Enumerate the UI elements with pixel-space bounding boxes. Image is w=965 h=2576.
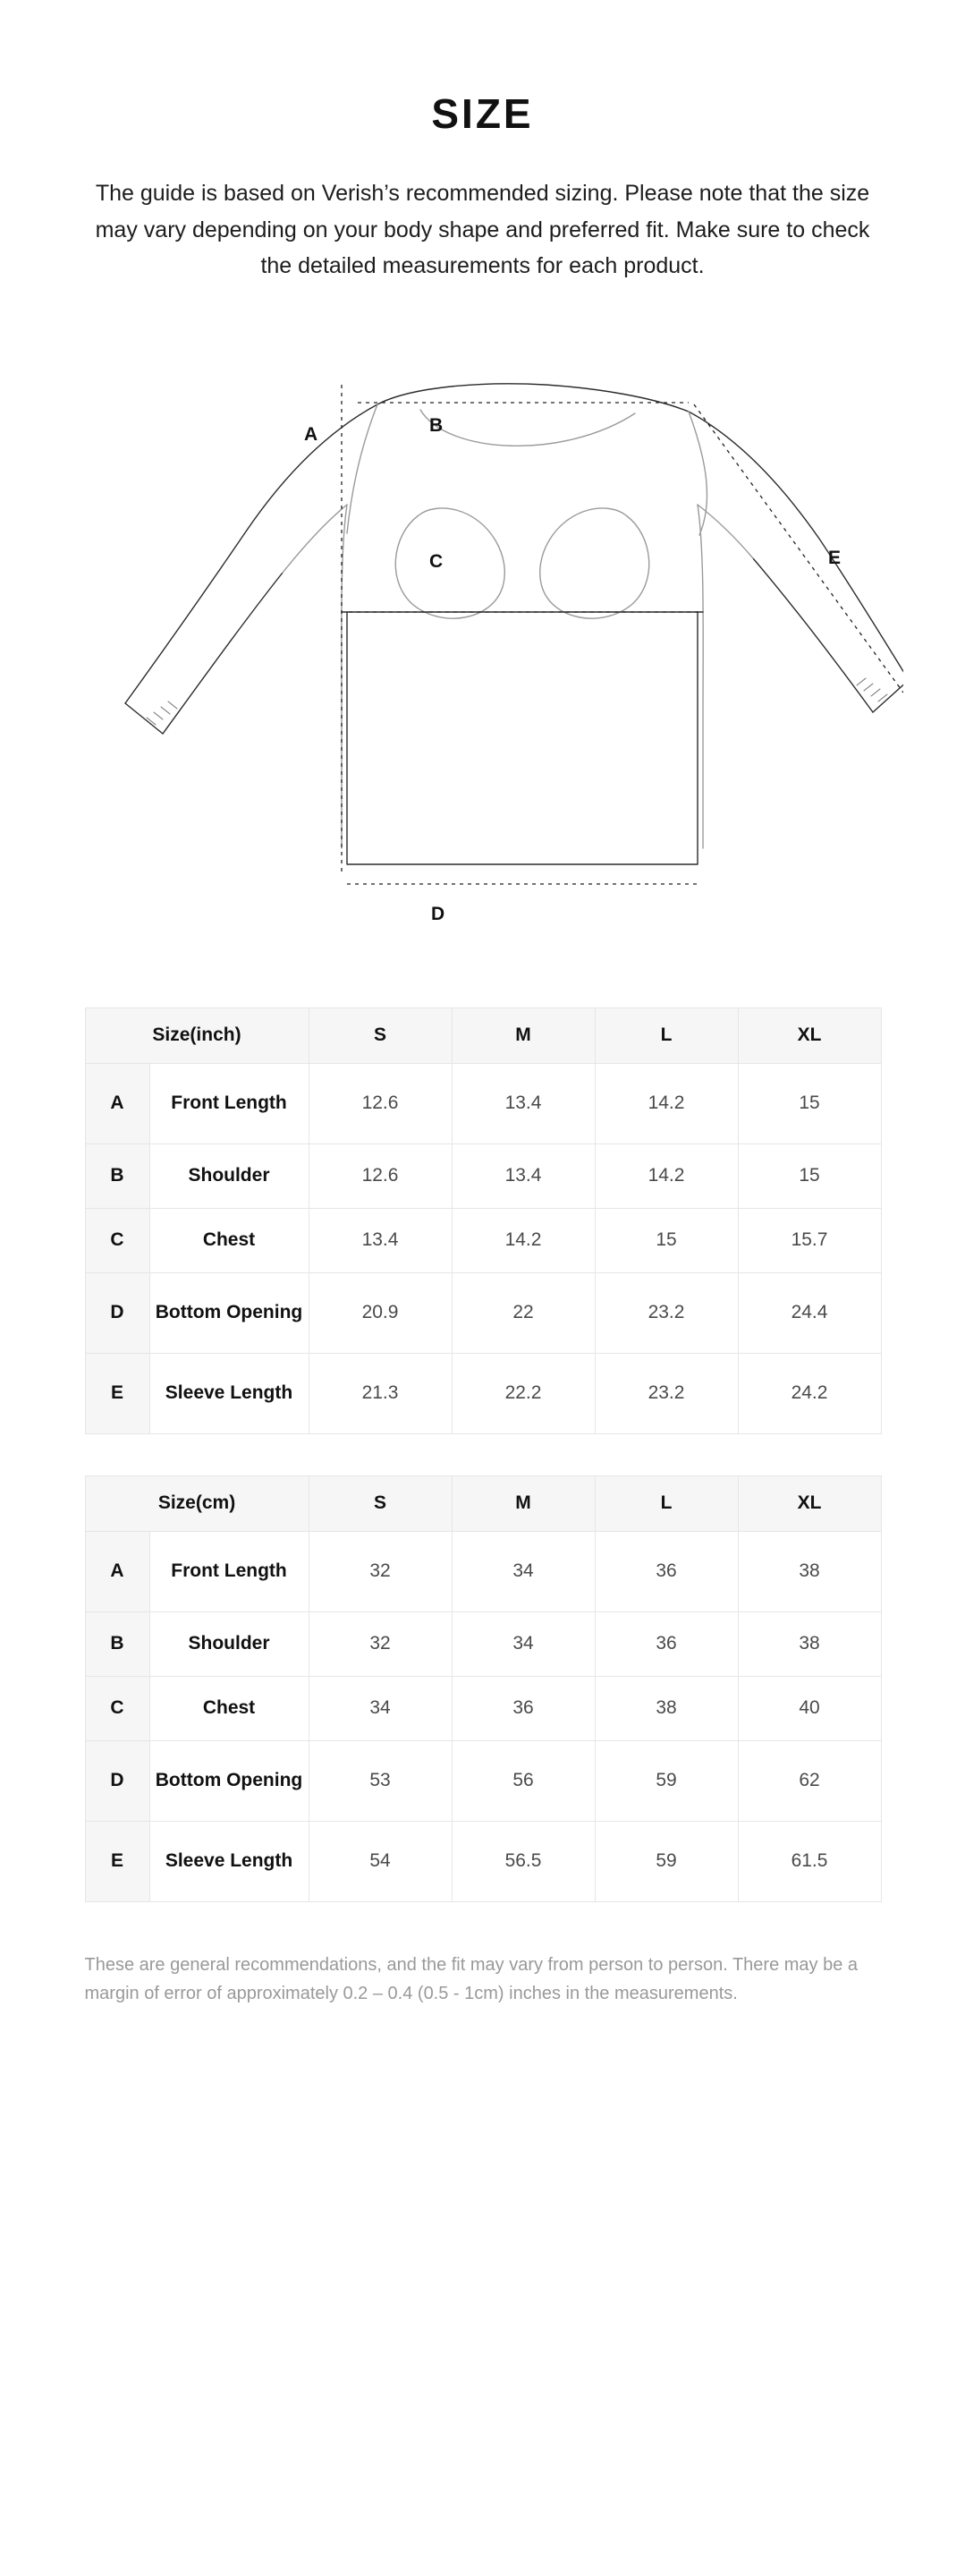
cell-s: 13.4 (309, 1208, 452, 1272)
cell-m: 13.4 (452, 1063, 595, 1143)
cell-s: 34 (309, 1676, 452, 1740)
cell-l: 59 (595, 1821, 738, 1901)
column-header-m: M (452, 1475, 595, 1531)
cell-s: 53 (309, 1740, 452, 1821)
column-header-m: M (452, 1007, 595, 1063)
cell-m: 13.4 (452, 1143, 595, 1208)
row-code: E (85, 1353, 149, 1433)
unit-header: Size(inch) (85, 1007, 309, 1063)
row-code: B (85, 1143, 149, 1208)
cell-l: 36 (595, 1531, 738, 1611)
cell-m: 56 (452, 1740, 595, 1821)
table-row (85, 1821, 881, 1901)
table-row (85, 1676, 881, 1740)
cell-s: 12.6 (309, 1143, 452, 1208)
row-code: C (85, 1208, 149, 1272)
row-code: E (85, 1821, 149, 1901)
unit-header: Size(cm) (85, 1475, 309, 1531)
table-header-row (85, 1475, 881, 1531)
cell-l: 36 (595, 1611, 738, 1676)
diagram-label-d: D (430, 903, 444, 924)
row-code: C (85, 1676, 149, 1740)
size-table-inch (85, 1007, 882, 1434)
row-name: Bottom Opening (149, 1272, 309, 1353)
cell-m: 36 (452, 1676, 595, 1740)
cell-l: 38 (595, 1676, 738, 1740)
cell-xl: 24.4 (738, 1272, 881, 1353)
garment-illustration-svg (63, 347, 903, 938)
intro-text: The guide is based on Verish’s recommended sizing. Please note that the size may vary depending on your body shape and preferred fit. Make sure to check the detailed measurements for each product. (95, 181, 870, 278)
row-name: Shoulder (149, 1611, 309, 1676)
row-name: Bottom Opening (149, 1740, 309, 1821)
column-header-xl: XL (738, 1475, 881, 1531)
row-name: Chest (149, 1208, 309, 1272)
column-header-s: S (309, 1007, 452, 1063)
guide-line-e (694, 404, 903, 693)
table-row (85, 1353, 881, 1433)
cell-l: 14.2 (595, 1143, 738, 1208)
table-row (85, 1272, 881, 1353)
cell-l: 14.2 (595, 1063, 738, 1143)
cell-xl: 38 (738, 1531, 881, 1611)
cell-m: 34 (452, 1611, 595, 1676)
cell-s: 32 (309, 1531, 452, 1611)
size-guide-page (0, 89, 965, 2044)
table-row (85, 1208, 881, 1272)
cell-xl: 40 (738, 1676, 881, 1740)
cell-m: 22 (452, 1272, 595, 1353)
row-name: Front Length (149, 1063, 309, 1143)
cell-s: 12.6 (309, 1063, 452, 1143)
cell-s: 54 (309, 1821, 452, 1901)
row-code: D (85, 1740, 149, 1821)
cell-xl: 15 (738, 1143, 881, 1208)
cell-l: 23.2 (595, 1353, 738, 1433)
cell-xl: 62 (738, 1740, 881, 1821)
cell-xl: 15.7 (738, 1208, 881, 1272)
cell-s: 32 (309, 1611, 452, 1676)
cell-xl: 15 (738, 1063, 881, 1143)
size-tables (85, 1007, 881, 1902)
diagram-label-c: C (428, 550, 443, 572)
column-header-l: L (595, 1007, 738, 1063)
diagram-label-e: E (827, 547, 841, 568)
measurement-diagram (0, 347, 965, 938)
cell-m: 14.2 (452, 1208, 595, 1272)
cell-m: 22.2 (452, 1353, 595, 1433)
table-header-row (85, 1007, 881, 1063)
row-name: Sleeve Length (149, 1821, 309, 1901)
cell-l: 59 (595, 1740, 738, 1821)
column-header-xl: XL (738, 1007, 881, 1063)
cell-m: 56.5 (452, 1821, 595, 1901)
cell-xl: 61.5 (738, 1821, 881, 1901)
cell-l: 23.2 (595, 1272, 738, 1353)
row-code: A (85, 1063, 149, 1143)
table-row (85, 1063, 881, 1143)
size-table-cm (85, 1475, 882, 1902)
cell-s: 20.9 (309, 1272, 452, 1353)
cell-xl: 38 (738, 1611, 881, 1676)
row-code: A (85, 1531, 149, 1611)
column-header-l: L (595, 1475, 738, 1531)
diagram-label-b: B (428, 414, 443, 436)
table-row (85, 1611, 881, 1676)
table-row (85, 1531, 881, 1611)
cell-l: 15 (595, 1208, 738, 1272)
table-row (85, 1143, 881, 1208)
row-name: Sleeve Length (149, 1353, 309, 1433)
row-name: Front Length (149, 1531, 309, 1611)
diagram-label-a: A (303, 423, 317, 445)
row-code: B (85, 1611, 149, 1676)
cell-m: 34 (452, 1531, 595, 1611)
page-title: SIZE (431, 90, 534, 137)
row-code: D (85, 1272, 149, 1353)
footnote-text: These are general recommendations, and the fit may vary from person to person. There may be a margin of error of approximately 0.2 – 0.4 (0.5 - 1cm) inches in the measurements. (84, 1954, 859, 2003)
row-name: Chest (149, 1676, 309, 1740)
table-row (85, 1740, 881, 1821)
cell-xl: 24.2 (738, 1353, 881, 1433)
cell-s: 21.3 (309, 1353, 452, 1433)
row-name: Shoulder (149, 1143, 309, 1208)
column-header-s: S (309, 1475, 452, 1531)
